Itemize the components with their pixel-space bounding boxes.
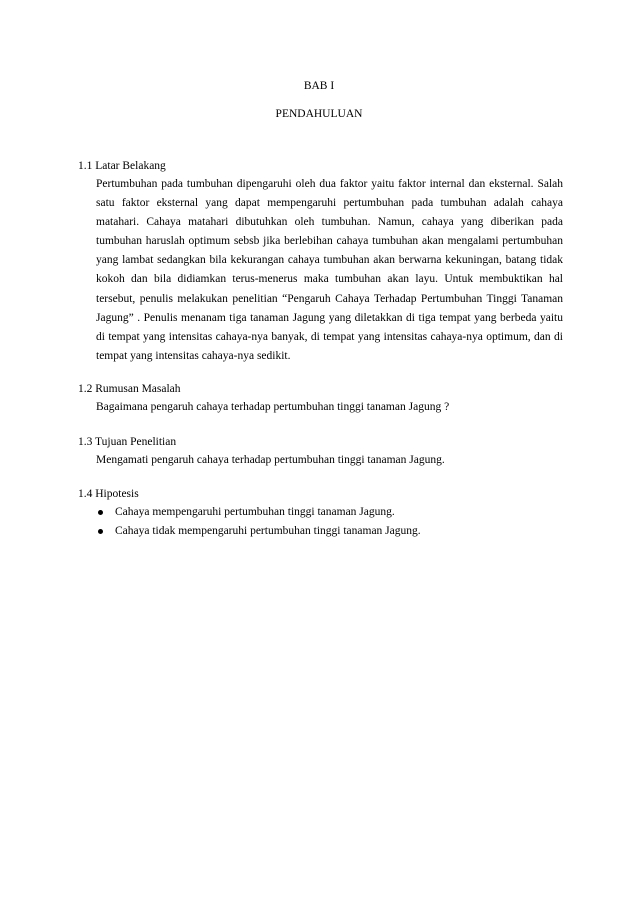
section-hipotesis [78,485,563,541]
hypothesis-list [78,503,563,541]
bullet-icon [98,529,103,534]
bullet-icon [98,510,103,515]
section-tujuan-penelitian [78,433,563,469]
list-item-text: Cahaya mempengaruhi pertumbuhan tinggi tanaman Jagung. [115,506,395,518]
list-item [96,503,563,522]
list-item [96,522,563,541]
section-heading: 1.4 Hipotesis [78,488,139,500]
chapter-label: BAB I [303,80,335,92]
section-heading: 1.1 Latar Belakang [78,160,166,172]
section-heading: 1.2 Rumusan Masalah [78,383,181,395]
section-rumusan-masalah [78,380,563,416]
section-paragraph: Pertumbuhan pada tumbuhan dipengaruhi oleh dua faktor yaitu faktor internal dan eksternal. Salah satu faktor eksternal yang dapat mempengaruhi pertumbuhan pada tumbuhan adalah cahaya matahari. Cahaya matahari dibutuhkan oleh tumbuhan. Namun, cahaya yang diberikan pada tumbuhan haruslah optimum sebsb jika berlebihan cahaya tumbuhan akan mengalami pertumbuhan yang lambat sedangkan bila kekurangan cahaya tumbuhan akan berwarna kekuningan, batang tidak kokoh dan bila didiamkan terus-menerus maka tumbuhan akan layu. Untuk membuktikan hal tersebut, penulis melakukan penelitian “Pengaruh Cahaya Terhadap Pertumbuhan Tinggi Tanaman Jagung” . Penulis menanam tiga tanaman Jagung yang diletakkan di tiga tempat yang berbeda yaitu di tempat yang intensitas cahaya-nya banyak, di tempat yang intensitas cahaya-nya optimum, dan di tempat yang intensitas cahaya-nya sedikit. [96,178,563,362]
section-paragraph: Mengamati pengaruh cahaya terhadap pertumbuhan tinggi tanaman Jagung. [96,454,445,466]
section-heading: 1.3 Tujuan Penelitian [78,436,177,448]
section-paragraph: Bagaimana pengaruh cahaya terhadap pertumbuhan tinggi tanaman Jagung ? [96,401,450,413]
section-latar-belakang [78,157,563,366]
chapter-title: PENDAHULUAN [275,108,363,120]
list-item-text: Cahaya tidak mempengaruhi pertumbuhan tinggi tanaman Jagung. [115,525,421,537]
